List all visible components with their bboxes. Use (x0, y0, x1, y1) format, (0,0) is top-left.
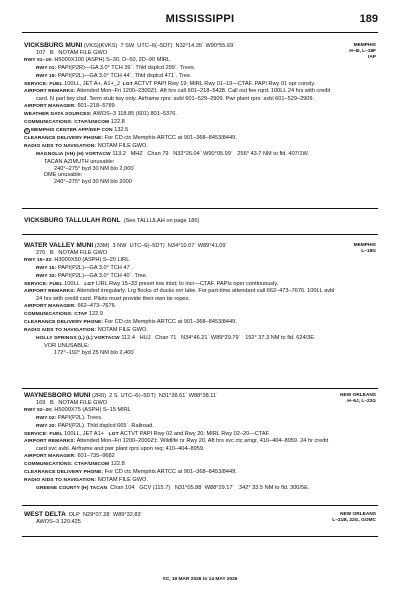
ctaf-frequency: 122.9 (88, 311, 103, 318)
chart-refs: H–6I, L–18F (349, 49, 376, 55)
sectional-name: MEMPHIS (353, 43, 376, 48)
airport-location: 7 SW (120, 43, 135, 49)
weather-text: AWOS–3 118.85 (601) 801–5376. (92, 111, 177, 118)
notam-file: NOTAM FILE GWO (58, 249, 108, 256)
remarks-text: card svc avbl. Airframe and pwr plant rprs upon req: 410–404–8959. (36, 446, 205, 453)
page-footer: SC, 19 MAR 2026 to 14 MAY 2026 (162, 577, 238, 583)
navaid-coords: N31°05.88´ W88°29.17´ (174, 484, 235, 491)
chart-refs: L–21B, 22G, GOMC (332, 518, 376, 524)
navaid-frequency: 112.4 (121, 334, 135, 341)
fuel-text: 100LL, JET A1+ (64, 430, 104, 437)
airport-utc: UTC–6(–5DT) (120, 393, 156, 399)
ctaf-frequency: 122.8 (110, 461, 125, 468)
remarks-text: 24 hrs with credit card. Pilots must provide their own tie ropes. (36, 296, 190, 303)
remarks-text: Attended irregularly. Lrg flocks of ducks ovr lake. For part-time attendant call 662–473–7676. 100LL avbl (76, 288, 335, 295)
clearance-text: For CD ctc Memphis ARTCC at 901–368–8453/8449. (104, 319, 237, 326)
navaid-frequency: 113.2 (112, 150, 126, 157)
navaid-bearing: 192° 37.3 NM to fld. 624/3E. (245, 334, 316, 341)
header-rule (22, 32, 378, 33)
navaid-id: GCV (115.7) (139, 484, 171, 491)
remarks-label: AIRPORT REMARKS: (24, 89, 76, 95)
communications-label: COMMUNICATIONS: (24, 312, 73, 318)
lighting-label: LGT (108, 431, 119, 437)
runway-end-label: RWY 15: (36, 265, 57, 271)
ctaf-label: CTAF/UNICOM (74, 462, 110, 468)
entry-waynesboro-muni (24, 393, 376, 493)
airport-coords: N29°07.28´ W89°32.83´ (83, 512, 143, 518)
lighting-label: LGT (122, 81, 133, 87)
remarks-label: AIRPORT REMARKS: (24, 439, 76, 445)
radar-icon: R (25, 127, 29, 133)
weather-label: WEATHER DATA SOURCES: (24, 112, 92, 118)
airport-location: 2 S (109, 393, 118, 399)
page-header (22, 12, 378, 30)
fuel-code: B (50, 49, 54, 56)
runway-label: RWY 02–20: (24, 407, 53, 413)
clearance-text: For CD ctc Memphis ARTCC at 901–368–8453/8449. (104, 134, 237, 141)
fuel-code: B (50, 249, 54, 256)
airport-utc: UTC–6(–5DT) (129, 243, 165, 249)
navaid-note: VOR UNUSABLE: (44, 342, 90, 349)
communications-label: COMMUNICATIONS: (24, 462, 73, 468)
navaid-note: 240°–275° byd 30 NM blo 2000´ (54, 179, 134, 186)
runway-end-details: PAPI(P2L)—GA 3.0° TCH 47´. (57, 264, 134, 271)
navaid-channel: Chan 104 (110, 484, 135, 491)
entry-vicksburg-muni (24, 43, 376, 186)
sectional-name: MEMPHIS (353, 243, 376, 248)
navaid-bearing: 256° 43.7 NM to fld. 407/1W. (237, 150, 309, 157)
chart-refs: H–6J, L–22G (347, 399, 376, 405)
manager-label: AIRPORT MANAGER: (24, 104, 76, 110)
navaid-note: 240°–275° byd 30 NM blo 2,000´ (54, 165, 136, 172)
radio-aids-text: NOTAM FILE GWO. (97, 142, 148, 149)
entry-divider (22, 388, 378, 389)
clearance-label: CLEARANCE DELIVERY PHONE: (24, 470, 104, 476)
remarks-text: Attended Mon–Fri 1200–2300Z‡. Aft hrs call 601–218–5428. Call out fee rqrd. 100LL 24 hrs with credit (76, 88, 331, 95)
entry-west-delta (24, 512, 376, 526)
manager-phone: 662–473–7676 (77, 303, 115, 310)
lighting-text: LIRL Rwy 15–33 preset low intst; to incr—CTAF. PAPIs oper continuously. (96, 280, 279, 287)
runway-end-label: RWY 20: (36, 423, 57, 429)
runway-end-details: PAPI(P2L)—GA 3.0° TCH 44´. Thld dsplcd 471´. Tree. (57, 72, 192, 79)
fuel-label: FUEL (49, 281, 63, 287)
approach-frequency: 132.5 (114, 126, 129, 133)
manager-phone: 601–735–9682 (77, 453, 115, 460)
sectional-name: NEW ORLEANS (340, 393, 376, 398)
runway-label: RWY 15–33: (24, 257, 53, 263)
airport-elevation: 270 (36, 249, 46, 256)
clearance-label: CLEARANCE DELIVERY PHONE: (24, 320, 104, 326)
radio-aids-label: RADIO AIDS TO NAVIGATION: (24, 477, 97, 483)
entry-divider (22, 234, 378, 235)
service-label: SERVICE: (24, 431, 48, 437)
airport-location: 3 NW (112, 243, 127, 249)
navaid-id: HUJ (139, 334, 151, 341)
entry-vicksburg-tallulah (24, 218, 376, 225)
clearance-text: For CD ctc Memphis ARTCC at 901–368–8453/8449. (104, 469, 237, 476)
fuel-label: FUEL (49, 81, 63, 87)
airport-name: WATER VALLEY MUNI (24, 242, 94, 249)
runway-label: RWY 01–19: (24, 57, 53, 63)
service-label: SERVICE: (24, 281, 48, 287)
runway-end-details: PAPI(P2L). Thld dsplcd 665´. Railroad. (57, 422, 154, 429)
ctaf-label: CTAF (74, 312, 88, 318)
runway-end-label: RWY 33: (36, 273, 57, 279)
radio-aids-label: RADIO AIDS TO NAVIGATION: (24, 143, 97, 149)
approach-label: MEMPHIS CENTER APP/DEP CON (31, 127, 113, 133)
entry-divider (22, 536, 378, 537)
airport-coords: N34°10.07´ W89°41.09´ (167, 243, 228, 249)
service-label: SERVICE: (24, 81, 48, 87)
navaid-channel: Chan 79 (147, 150, 169, 157)
procedure-ref: IAP (368, 55, 376, 61)
navaid-id: MHZ (130, 150, 143, 157)
remarks-label: AIRPORT REMARKS: (24, 289, 76, 295)
fuel-label: FUEL (49, 431, 63, 437)
airport-name: VICKSBURG TALLULAH RGNL (24, 217, 121, 224)
state-title: MISSISSIPPI (165, 13, 235, 25)
radio-aids-text: NOTAM FILE GWO. (97, 326, 148, 333)
entry-divider (22, 505, 378, 506)
notam-file: NOTAM FILE GWO (58, 399, 108, 406)
chart-refs: L–18G (361, 249, 376, 255)
runway-end-label: RWY 01: (36, 65, 57, 71)
lighting-label: LGT (84, 281, 95, 287)
navaid-channel: Chan 71 (155, 334, 177, 341)
ctaf-frequency: 122.8 (110, 119, 125, 126)
runway-end-label: RWY 19: (36, 73, 57, 79)
entry-water-valley-muni (24, 243, 376, 357)
fuel-text: 100LL, JET A+, A1+_J (64, 80, 120, 87)
runway-details: H5000X100 (ASPH) S–30, D–50, 2D–90 MIRL (54, 56, 171, 63)
navaid-note: TACAN AZIMUTH unusable: (44, 158, 115, 165)
runway-end-details: PAPI(P2L)—GA 3.0° TCH 40´. Tree. (57, 272, 148, 279)
clearance-label: CLEARANCE DELIVERY PHONE: (24, 135, 104, 141)
airport-name: VICKSBURG MUNI (24, 42, 83, 49)
navaid-name: MAGNOLIA (VH) (H) VORTACW (36, 151, 111, 157)
airport-coords: N31°38.61´ W88°38.11´ (158, 393, 218, 399)
manager-label: AIRPORT MANAGER: (24, 454, 76, 460)
navaid-note: 172°–192° byd 25 NM blo 2,400´ (54, 349, 136, 356)
remarks-text: Attended Mon–Fri 1200–2000Z‡. Wildlife nr Rwy 20. Aft hrs svc ctc amgr, 410–404–8959. 24 hr credit (76, 438, 329, 445)
airport-ids: (VKS)(KVKS) (83, 43, 118, 49)
manager-label: AIRPORT MANAGER: (24, 304, 76, 310)
airport-ids: (2R0) (92, 393, 106, 399)
fuel-code: B (50, 399, 54, 406)
manager-phone: 601–218–5789 (77, 103, 115, 110)
lighting-text: ACTVT PAPI Rwy 19; MIRL Rwy 01–19—CTAF. PAPI Rwy 01 opr consly. (134, 80, 316, 87)
airport-name: WEST DELTA (24, 511, 66, 518)
airport-ids: (33M) (94, 243, 110, 249)
airport-elevation: 169 (36, 399, 46, 406)
navaid-note: DME unusable: (44, 172, 83, 179)
communications-label: COMMUNICATIONS: (24, 120, 73, 126)
airport-coords: N32°14.35´ W90°55.69´ (175, 43, 236, 49)
weather-text: AWOS–3 120.425 (36, 518, 81, 525)
runway-details: H3000X50 (ASPH) S–20 LIRL (54, 256, 130, 263)
airport-utc: UTC–6(–5DT) (137, 43, 173, 49)
cross-reference: (See TALLULAH on page 186) (123, 218, 200, 224)
ctaf-label: CTAF/UNICOM (74, 120, 110, 126)
runway-end-label: RWY 02: (36, 415, 57, 421)
airport-ids: DLP (69, 512, 80, 518)
navaid-coords: N32°26.04´ W90°05.99´ (173, 150, 233, 157)
navaid-name: GREENE COUNTY (H) TACAN (36, 485, 108, 491)
page-number: 189 (359, 13, 378, 25)
navaid-name: HOLLY SPRINGS (L) (L) VORTACW (36, 335, 120, 341)
entry-divider (22, 208, 378, 209)
airport-name: WAYNESBORO MUNI (24, 392, 91, 399)
navaid-bearing: 342° 33.5 NM to fld. 300/5E. (239, 484, 310, 491)
runway-end-details: PAPI(P2L). Trees. (57, 414, 103, 421)
lighting-text: ACTVT PAPI Rwy 02 and Rwy 20; MIRL Rwy 02–20—CTAF. (120, 430, 270, 437)
remarks-text: card. N parl twy clsd. Term stub twy only. Airframe rprs: avbl 601–529–2909. Pwr plant rprs: avbl 601–529–2909. (36, 96, 315, 103)
radio-aids-text: NOTAM FILE GWO. (97, 476, 148, 483)
navaid-coords: N34°46.21´ W89°29.79´ (181, 334, 241, 341)
notam-file: NOTAM FILE GWO (58, 49, 108, 56)
runway-end-details: PAPI(P2R)—GA 3.0° TCH 39´. Thld dsplcd 299´. Trees. (57, 64, 196, 71)
runway-details: H5000X75 (ASPH) S–15 MIRL (54, 406, 131, 413)
airport-elevation: 107 (36, 49, 46, 56)
sectional-name: NEW ORLEANS (340, 512, 376, 517)
radio-aids-label: RADIO AIDS TO NAVIGATION: (24, 327, 97, 333)
fuel-text: 100LL (64, 280, 80, 287)
